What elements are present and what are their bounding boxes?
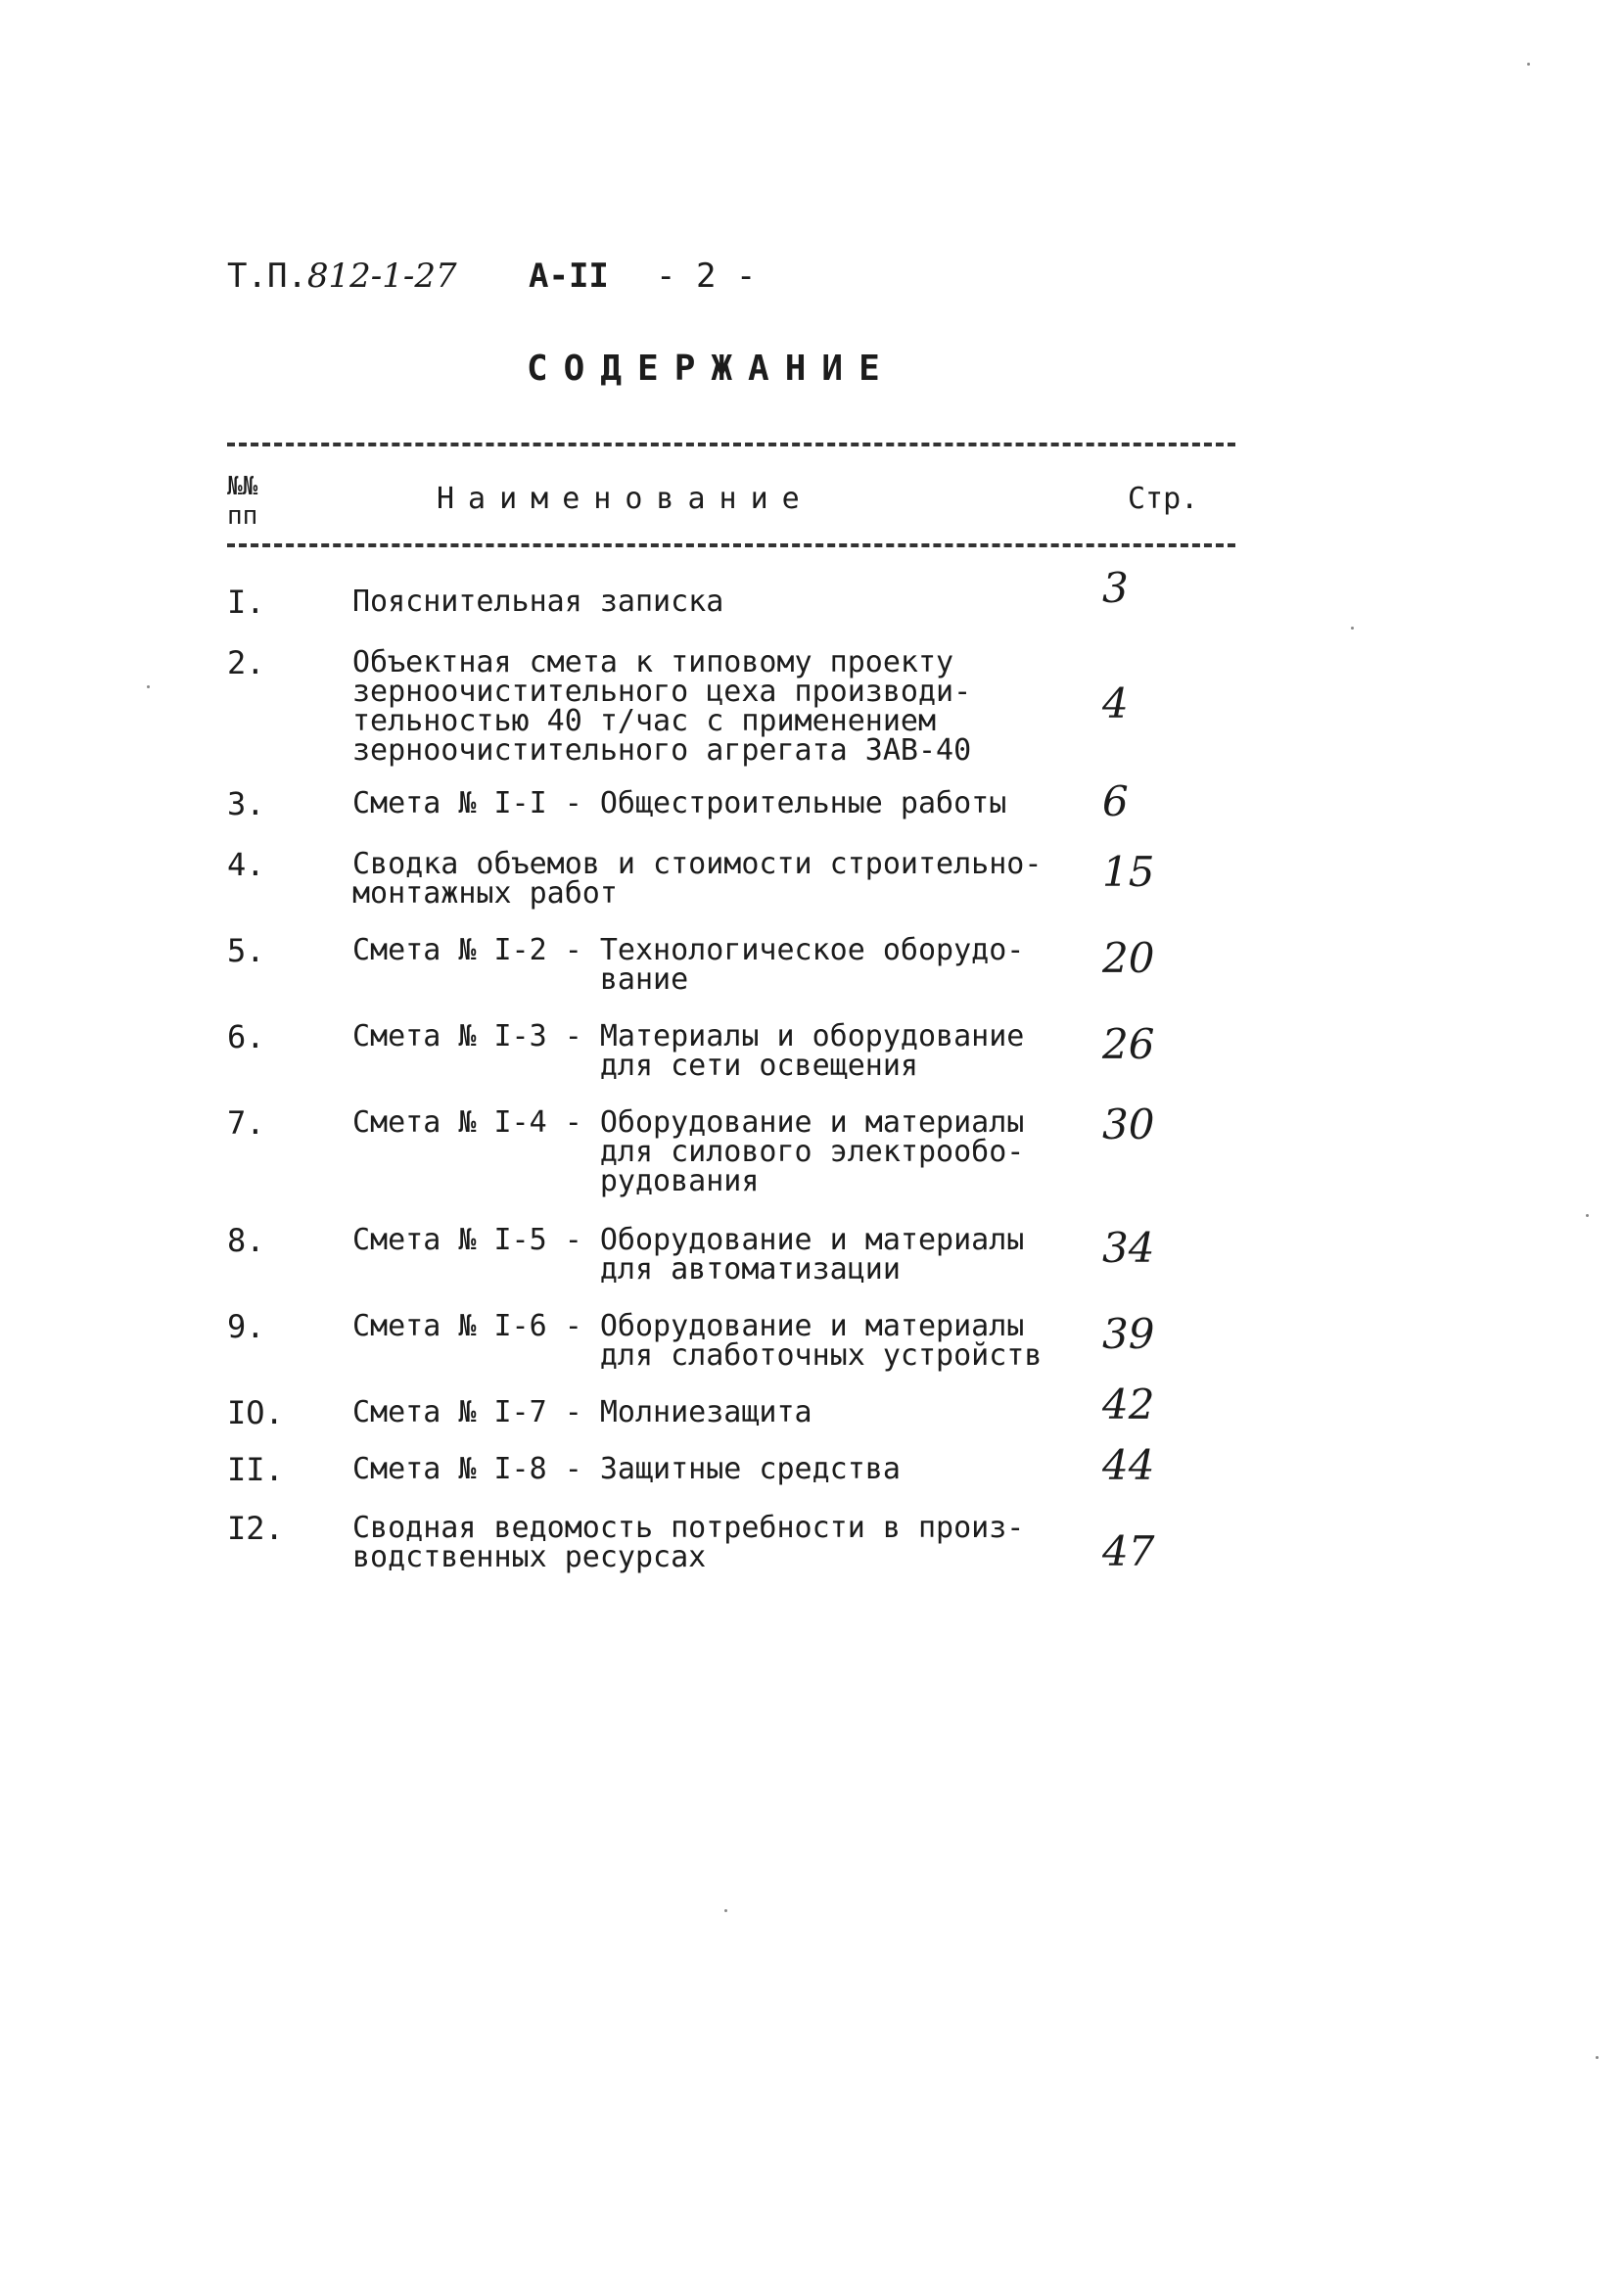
toc-text: Смета № I-8 - Защитные средства bbox=[352, 1452, 901, 1486]
toc-number: 6. bbox=[227, 1018, 265, 1055]
toc-page: 26 bbox=[1102, 1020, 1155, 1068]
scan-speck bbox=[1351, 627, 1354, 630]
scan-speck bbox=[1527, 63, 1530, 66]
toc-page: 3 bbox=[1102, 564, 1129, 612]
toc-text: Сводная ведомость потребности в произ- водственных ресурсах bbox=[352, 1511, 1025, 1574]
column-header-number: №№ пп bbox=[227, 472, 258, 531]
toc-page: 6 bbox=[1102, 777, 1129, 825]
toc-text: Смета № I-I - Общестроительные работы bbox=[352, 786, 1007, 820]
toc-page: 30 bbox=[1102, 1100, 1155, 1148]
page-number: - 2 - bbox=[656, 257, 757, 296]
toc-text: Сводка объемов и стоимости строительно- монтажных работ bbox=[352, 847, 1043, 911]
toc-number: 5. bbox=[227, 932, 265, 969]
document-code-prefix: Т.П. bbox=[227, 257, 307, 296]
toc-text: Смета № I-5 - Оборудование и материалы для автоматизации bbox=[352, 1223, 1025, 1287]
scan-speck bbox=[1586, 1214, 1589, 1217]
toc-number: I. bbox=[227, 584, 265, 621]
column-header-page: Стр. bbox=[1128, 482, 1199, 516]
toc-text: Смета № I-7 - Молниезащита bbox=[352, 1395, 812, 1429]
toc-page: 4 bbox=[1102, 679, 1129, 727]
toc-page: 20 bbox=[1102, 934, 1155, 982]
column-header-name: Наименование bbox=[437, 482, 813, 516]
toc-number: 9. bbox=[227, 1308, 265, 1345]
toc-number: 2. bbox=[227, 644, 265, 681]
toc-number: 7. bbox=[227, 1104, 265, 1142]
toc-number: 4. bbox=[227, 846, 265, 883]
toc-number: 8. bbox=[227, 1222, 265, 1259]
toc-text: Объектная смета к типовому проекту зерноочистительного цеха производи- тельностью 40 т/час с применением зерноочистительного агрегата ЗАВ-40 bbox=[352, 645, 972, 768]
toc-number: II. bbox=[227, 1451, 284, 1488]
toc-number: IO. bbox=[227, 1394, 284, 1431]
toc-text: Смета № I-6 - Оборудование и материалы для слаботочных устройств bbox=[352, 1309, 1043, 1373]
toc-text: Пояснительная записка bbox=[352, 585, 724, 619]
page-title: СОДЕРЖАНИЕ bbox=[527, 349, 896, 389]
toc-text: Смета № I-3 - Материалы и оборудование для сети освещения bbox=[352, 1019, 1025, 1083]
toc-text: Смета № I-4 - Оборудование и материалы для силового электрообо- рудования bbox=[352, 1105, 1025, 1198]
toc-page: 34 bbox=[1102, 1224, 1155, 1272]
toc-page: 15 bbox=[1102, 848, 1155, 896]
toc-page: 47 bbox=[1102, 1527, 1155, 1575]
scan-speck bbox=[724, 1909, 727, 1912]
toc-page: 39 bbox=[1102, 1310, 1155, 1358]
document-code-handwritten: 812-1-27 bbox=[306, 257, 457, 296]
scan-speck bbox=[1596, 2056, 1599, 2059]
album-number: А-II bbox=[529, 257, 609, 296]
toc-text: Смета № I-2 - Технологическое оборудо- вание bbox=[352, 933, 1025, 997]
scan-speck bbox=[147, 685, 150, 688]
toc-number: I2. bbox=[227, 1510, 284, 1547]
toc-page: 42 bbox=[1102, 1380, 1155, 1428]
toc-number: 3. bbox=[227, 785, 265, 822]
toc-page: 44 bbox=[1102, 1441, 1155, 1489]
